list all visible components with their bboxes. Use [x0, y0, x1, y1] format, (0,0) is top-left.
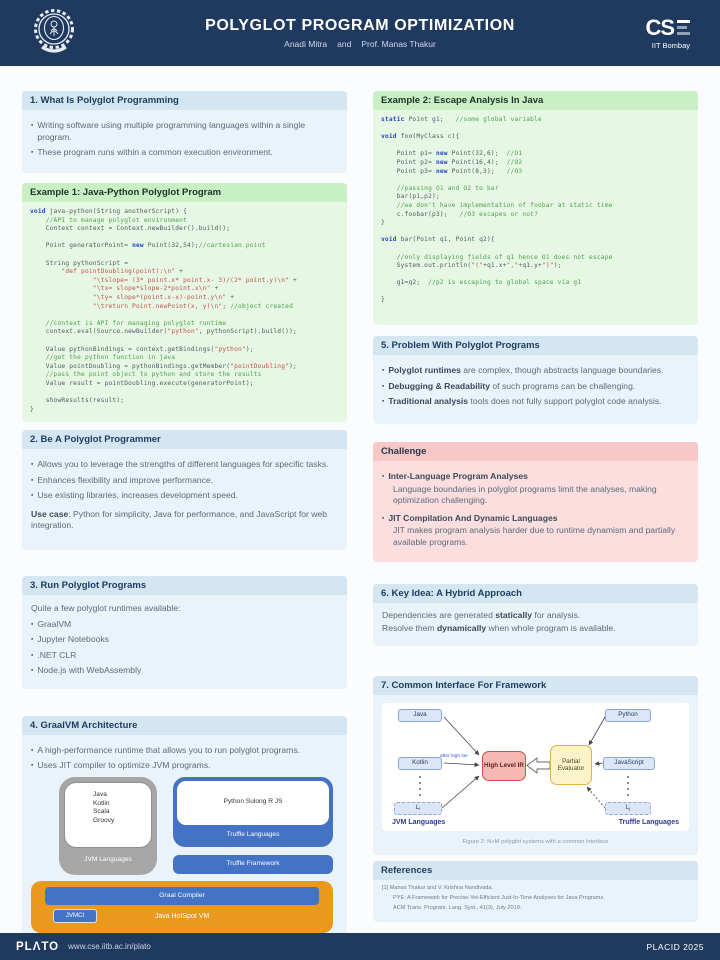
example-2-code-item: [381, 288, 690, 297]
example-1-code-item: //context is API for managing polyglot runtime: [30, 319, 227, 327]
section-body: [22, 449, 347, 540]
bullet-list: [31, 459, 338, 502]
section-body: [373, 603, 698, 643]
section-body: [22, 595, 347, 689]
section-title: 4. GraalVM Architecture: [22, 716, 347, 735]
runtimes-intro: Quite a few polyglot runtimes available:: [31, 603, 181, 614]
example-2-code-item: [381, 125, 690, 134]
example-1-code-item: //pass the point object to python and store the results: [30, 371, 262, 379]
cse-logo-label: IIT Bombay: [651, 40, 690, 50]
challenge-body-item: ▪ Inter-Language Program Analyses Language boundaries in polyglot programs limit the analyses, making optimization challenging.: [382, 471, 657, 506]
figure-2-diagram: [382, 703, 689, 831]
example-2-code-item: static Point g1; //some global variable: [381, 116, 542, 123]
references-body: [373, 880, 698, 922]
runtime-list-item: ▪ Node.js with WebAssembly: [31, 665, 142, 676]
section-title: 6. Key Idea: A Hybrid Approach: [373, 584, 698, 603]
example-1-code-item: void java-python(String anotherScript) {: [30, 208, 188, 215]
example-2-code-item: [381, 142, 690, 151]
section-body: [373, 355, 698, 420]
poster-authors: [120, 39, 600, 49]
cse-logo-text: CS: [645, 14, 674, 40]
fig1-jvm-languages-box: [59, 777, 157, 875]
example-1-code-item: "\tx= slope*slope-2*point.x\n" +: [30, 285, 219, 293]
example-1-title: Example 1: Java-Python Polyglot Program: [22, 183, 347, 202]
section-title: 2. Be A Polyglot Programmer: [22, 430, 347, 449]
fig2-high-level-ir-box: High Level IR: [482, 751, 526, 781]
example-2-code-item: void bar(Point q1, Point q2){: [381, 236, 495, 244]
use-case-line: [31, 509, 338, 532]
example-2-code-item: void foo(MyClass c){: [381, 133, 460, 141]
section-run-polyglot-programs: [22, 576, 347, 689]
use-case-label: Use case: [31, 508, 69, 519]
section-references: [373, 861, 698, 922]
fig2-lj-base: L: [625, 804, 630, 812]
challenge-body: [373, 461, 698, 562]
poster-footer: [0, 933, 720, 960]
section-be-a-polyglot-programmer: [22, 430, 347, 550]
fig1-jvm-language-list-item: Java: [93, 790, 107, 798]
runtime-list-item: ▪ .NET CLR: [31, 649, 77, 660]
fig1-truffle-framework-bar: Truffle Framework: [173, 855, 333, 874]
example-2-title: Example 2: Escape Analysis In Java: [373, 91, 698, 110]
example-1-code-item: [30, 311, 339, 320]
figure-1-graalvm: [31, 777, 338, 935]
fig2-javascript-box: JavaScript: [603, 757, 655, 770]
poster-title: POLYGLOT PROGRAM OPTIMIZATION: [205, 17, 515, 34]
runtime-list: [31, 619, 338, 677]
section-body-item: ▪ Writing software using multiple programming languages within a single program.: [31, 120, 306, 142]
fig1-jvm-label: JVM Languages: [84, 856, 132, 864]
example-2-code-item: c.foobar(p3); //O3 escapes or not?: [381, 210, 539, 218]
header-titles: [120, 17, 600, 49]
fig2-python-box: Python: [605, 709, 651, 722]
fig2-lj-sub: j: [629, 805, 631, 811]
example-1-code-item: Context context = Context.newBuilder().build();: [30, 225, 231, 233]
section-title: 3. Run Polyglot Programs: [22, 576, 347, 595]
example-1-code-item: [30, 388, 339, 397]
example-1-code-item: Point generatorPoint= new Point(32,54);//cartesian point: [30, 242, 266, 250]
fig1-jvm-language-list-item: Kotlin: [93, 799, 110, 807]
section-body-item: Resolve them dynamically when whole program is available.: [382, 622, 616, 633]
bullet-list-item: ▪ Allows you to leverage the strengths of different languages for specific tasks.: [31, 459, 329, 470]
example-1-code-item: "\ty= slope*(point.x-x)-point.y\n" +: [30, 293, 235, 301]
references-body-item: ACM Trans. Program. Lang. Syst., 41(3), July 2019.: [393, 905, 522, 912]
author-2: Prof. Manas Thakur: [361, 39, 436, 49]
fig2-partial-evaluator-box: Partial Evaluator: [550, 745, 592, 785]
references-title: References: [373, 861, 698, 880]
section-problems: [373, 336, 698, 424]
example-1-code-item: String pythonScript =: [30, 259, 129, 267]
plato-logo: PLΛTO: [16, 940, 60, 953]
fig1-truffle-language-list: Python Sulong R JS: [177, 781, 329, 825]
iitb-seal-container: [30, 7, 120, 59]
example-1-code: [22, 202, 347, 422]
section-body: [22, 110, 347, 171]
section-body: [373, 695, 698, 855]
section-key-idea: [373, 584, 698, 646]
example-1-code-item: [30, 234, 339, 243]
example-1-code-item: //API to manage polyglot environment: [30, 216, 188, 224]
bullet-list-item: ▪ Use existing libraries, increases development speed.: [31, 490, 238, 501]
references-body-item: PYE: A Framework for Precise-Yet-Efficient Just-In-Time Analyses for Java Programs.: [393, 894, 605, 901]
fig2-li-base: L: [415, 804, 420, 812]
fig1-jvm-language-list: [64, 782, 152, 848]
bullet-list: [31, 745, 338, 772]
section-example-2: [373, 91, 698, 325]
example-2-code-item: Point p3= new Point(8,3); //O3: [381, 167, 523, 175]
example-1-code-item: //get the python function in java: [30, 354, 176, 362]
fig1-truffle-label: Truffle Languages: [226, 830, 280, 838]
example-1-code-item: "def pointDoubling(point):\n" +: [30, 268, 184, 276]
example-2-code-item: Point p1= new Point(32,6); //O1: [381, 150, 523, 158]
example-1-code-item: "\tslope= (3* point.x* point.x- 3)/(2* point.y)\n" +: [30, 276, 297, 284]
fig2-lj-box: [605, 802, 651, 815]
example-1-code-item: Value pythonBindings = context.getBindings("python");: [30, 345, 254, 353]
section-common-interface: [373, 676, 698, 855]
fig1-jvmci-box: JVMCI: [53, 909, 97, 923]
bullet-list-item: ▪ Enhances flexibility and improve performance.: [31, 474, 214, 485]
references-body-item: [1] Manas Thakur and V. Krishna Nandivada.: [382, 884, 494, 891]
example-2-code-item: g1=q2; //p2 is escaping to global space via g1: [381, 279, 582, 287]
example-2-code-item: System.out.println("("+q1.x+","+q1.y+")");: [381, 262, 562, 270]
section-challenge: [373, 442, 698, 562]
fig2-kotlin-box: Kotlin: [398, 757, 442, 770]
fig2-li-sub: i: [419, 805, 421, 811]
section-title: 5. Problem With Polyglot Programs: [373, 336, 698, 355]
use-case-text: : Python for simplicity, Java for performance, and JavaScript for web integration.: [31, 508, 327, 531]
fig1-jvm-language-list-item: Groovy: [93, 816, 115, 824]
author-1: Anadi Mitra: [284, 39, 328, 49]
fig1-truffle-languages-box: [173, 777, 333, 847]
example-2-code-item: //only displaying fields of q1 hence O1 does not escape: [381, 253, 613, 261]
iitb-seal-icon: [30, 7, 78, 59]
fig1-jvm-language-list-item: Scala: [93, 808, 110, 816]
example-1-code-item: showResults(result);: [30, 397, 125, 405]
fig2-arrow-label: after high tier: [440, 754, 468, 760]
example-2-code-item: bar(p1,p2);: [381, 193, 440, 201]
example-2-code-item: [381, 271, 690, 280]
footer-event: PLACID 2025: [646, 941, 704, 952]
fig2-java-box: Java: [398, 709, 442, 722]
example-1-code-item: Value pointDoubling = pythonBindings.getMember("pointDoubling");: [30, 362, 297, 370]
example-2-code-item: }: [381, 219, 385, 227]
example-2-code-item: }: [381, 296, 385, 304]
fig2-li-box: [394, 802, 442, 815]
section-what-is-polyglot: [22, 91, 347, 173]
runtime-list-item: ▪ Jupyter Notebooks: [31, 634, 109, 645]
fig1-graal-compiler-bar: Graal Compiler: [45, 887, 319, 905]
example-1-code-item: }: [30, 405, 34, 413]
poster-body: [0, 66, 720, 959]
footer-url[interactable]: www.cse.iitb.ac.in/plato: [68, 942, 151, 951]
challenge-title: Challenge: [373, 442, 698, 461]
example-2-code-item: [381, 245, 690, 254]
bullet-list-item: ▪ A high-performance runtime that allows you to run polyglot programs.: [31, 744, 301, 755]
example-1-code-item: "\treturn Point.newPoint(x, y)\n"; //object created: [30, 302, 294, 310]
section-body-item: ▪ These program runs within a common execution environment.: [31, 147, 273, 158]
fig1-hotspot-label: Java HotSpot VM: [154, 912, 210, 920]
section-body-item: ▪ Debugging & Readability of such programs can be challenging.: [382, 380, 636, 391]
right-column: [373, 91, 698, 922]
section-title: 7. Common Interface For Framework: [373, 676, 698, 695]
example-2-code-item: [381, 176, 690, 185]
section-title: 1. What Is Polyglot Programming: [22, 91, 347, 110]
poster-header: [0, 0, 720, 66]
fig2-truffle-languages-label: Truffle Languages: [618, 818, 679, 826]
example-1-code-item: Value result = pointDoubling.execute(generatorPoint);: [30, 379, 254, 387]
cse-logo-bars-icon: [677, 20, 690, 36]
runtime-list-item: ▪ GraalVM: [31, 618, 72, 629]
section-body: [22, 735, 347, 959]
example-1-code-item: context.eval(Source.newBuilder("python", pythonScript).build());: [30, 328, 297, 336]
fig1-hotspot-vm-box: [31, 881, 333, 933]
cse-logo: [600, 14, 690, 50]
example-1-code-item: [30, 337, 339, 346]
example-2-code-item: //passing O1 and O2 to bar: [381, 184, 499, 192]
section-body-item: ▪ Polyglot runtimes are complex, though abstracts language boundaries.: [382, 365, 664, 375]
section-example-1: [22, 183, 347, 422]
example-2-code: [373, 110, 698, 313]
author-conjunction: and: [337, 39, 352, 49]
section-body-item: Dependencies are generated statically for analysis.: [382, 610, 581, 621]
fig2-jvm-languages-label: JVM Languages: [392, 818, 446, 826]
example-2-code-item: Point p2= new Point(16,4); //O2: [381, 158, 523, 166]
challenge-body-item: ▪ JIT Compilation And Dynamic Languages JIT makes program analysis harder due to runtime dynamism and partially available programs.: [382, 512, 676, 547]
left-column: [22, 91, 347, 959]
bullet-list-item: ▪ Uses JIT compiler to optimize JVM programs.: [31, 760, 211, 771]
section-graalvm-architecture: [22, 716, 347, 959]
figure-2-caption: Figure 2: N+M polyglot systems with a common interface: [462, 839, 609, 846]
example-2-code-item: //we don't have implementation of foobar at static time: [381, 201, 613, 209]
section-body-item: ▪ Traditional analysis tools does not fully support polyglot code analysis.: [382, 396, 662, 407]
example-1-code-item: [30, 251, 339, 260]
